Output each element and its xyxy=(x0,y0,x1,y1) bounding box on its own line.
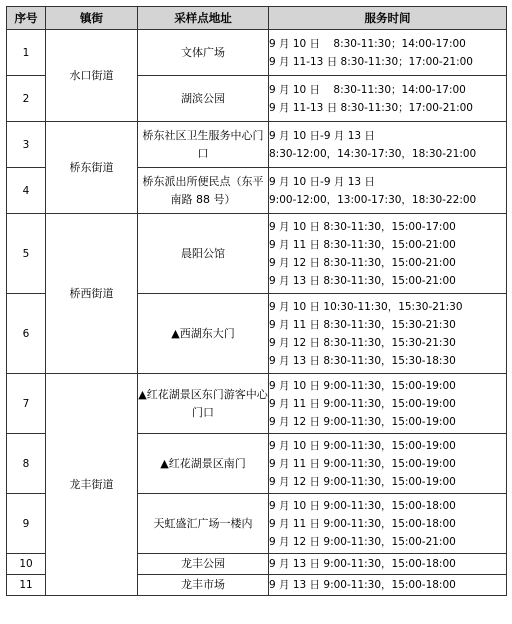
time-line: 9 月 11-13 日 8:30-11:30；17:00-21:00 xyxy=(269,55,473,68)
row-no: 4 xyxy=(7,168,46,214)
time-line: 9 月 12 日 9:00-11:30，15:00-19:00 xyxy=(269,415,456,428)
time-line: 9 月 12 日 8:30-11:30，15:30-21:30 xyxy=(269,336,456,349)
header-site: 采样点地址 xyxy=(138,7,269,30)
time-line: 9 月 10 日 8:30-11:30；14:00-17:00 xyxy=(269,83,466,96)
time-line: 9 月 13 日 9:00-11:30，15:00-18:00 xyxy=(269,579,456,591)
row-no: 7 xyxy=(7,374,46,434)
row-no: 6 xyxy=(7,294,46,374)
row-no: 2 xyxy=(7,76,46,122)
row-no: 10 xyxy=(7,554,46,575)
site-cell: ▲红花湖景区东门游客中心门口 xyxy=(138,374,269,434)
time-line: 9 月 10 日 8:30-11:30，15:00-17:00 xyxy=(269,220,456,233)
site-cell: 桥东派出所便民点（东平南路 88 号） xyxy=(138,168,269,214)
time-line: 8:30-12:00，14:30-17:30，18:30-21:00 xyxy=(269,147,477,160)
time-cell xyxy=(269,168,507,214)
time-cell xyxy=(269,76,507,122)
time-line: 9 月 13 日 8:30-11:30，15:00-21:00 xyxy=(269,274,456,287)
street-cell: 龙丰街道 xyxy=(46,374,138,596)
site-cell: 天虹盛汇广场一楼内 xyxy=(138,494,269,554)
time-line: 9 月 10 日 9:00-11:30，15:00-19:00 xyxy=(269,379,456,392)
time-cell xyxy=(269,214,507,294)
time-line: 9 月 10 日 9:00-11:30，15:00-18:00 xyxy=(269,499,456,512)
time-cell xyxy=(269,294,507,374)
time-cell xyxy=(269,122,507,168)
row-no: 5 xyxy=(7,214,46,294)
time-line: 9 月 11 日 9:00-11:30，15:00-18:00 xyxy=(269,517,456,530)
site-cell: 湖滨公园 xyxy=(138,76,269,122)
time-line: 9 月 11 日 9:00-11:30，15:00-19:00 xyxy=(269,397,456,410)
street-cell: 桥西街道 xyxy=(46,214,138,374)
site-cell: 文体广场 xyxy=(138,30,269,76)
row-no: 1 xyxy=(7,30,46,76)
time-line: 9 月 11 日 8:30-11:30，15:00-21:00 xyxy=(269,238,456,251)
time-line: 9 月 10 日 8:30-11:30；14:00-17:00 xyxy=(269,37,466,50)
header-no: 序号 xyxy=(7,7,46,30)
table-row xyxy=(7,214,507,294)
time-cell xyxy=(269,434,507,494)
time-cell xyxy=(269,30,507,76)
time-line: 9 月 11 日 9:00-11:30，15:00-19:00 xyxy=(269,457,456,470)
header-row xyxy=(7,7,507,30)
table-row xyxy=(7,30,507,76)
time-line: 9:00-12:00，13:00-17:30，18:30-22:00 xyxy=(269,193,477,206)
site-cell: 桥东社区卫生服务中心门口 xyxy=(138,122,269,168)
time-line: 9 月 10 日 9:00-11:30，15:00-19:00 xyxy=(269,439,456,452)
time-cell xyxy=(269,374,507,434)
time-line: 9 月 12 日 8:30-11:30，15:00-21:00 xyxy=(269,256,456,269)
site-cell: 龙丰市场 xyxy=(138,575,269,596)
street-cell: 桥东街道 xyxy=(46,122,138,214)
time-cell xyxy=(269,494,507,554)
row-no: 9 xyxy=(7,494,46,554)
site-cell: 龙丰公园 xyxy=(138,554,269,575)
time-line: 9 月 13 日 9:00-11:30，15:00-18:00 xyxy=(269,558,456,570)
row-no: 3 xyxy=(7,122,46,168)
street-cell: 水口街道 xyxy=(46,30,138,122)
row-no: 8 xyxy=(7,434,46,494)
row-no: 11 xyxy=(7,575,46,596)
time-line: 9 月 11 日 8:30-11:30，15:30-21:30 xyxy=(269,318,456,331)
time-cell xyxy=(269,554,507,575)
header-street: 镇街 xyxy=(46,7,138,30)
time-line: 9 月 12 日 9:00-11:30，15:00-21:00 xyxy=(269,535,456,548)
time-line: 9 月 13 日 8:30-11:30，15:30-18:30 xyxy=(269,354,456,367)
time-cell xyxy=(269,575,507,596)
site-cell: 晨阳公馆 xyxy=(138,214,269,294)
site-cell: ▲西湖东大门 xyxy=(138,294,269,374)
sampling-schedule-table xyxy=(6,6,507,596)
time-line: 9 月 10 日-9 月 13 日 xyxy=(269,175,375,188)
table-row xyxy=(7,374,507,434)
time-line: 9 月 12 日 9:00-11:30，15:00-19:00 xyxy=(269,475,456,488)
table-row xyxy=(7,122,507,168)
time-line: 9 月 11-13 日 8:30-11:30；17:00-21:00 xyxy=(269,101,473,114)
header-time: 服务时间 xyxy=(269,7,507,30)
site-cell: ▲红花湖景区南门 xyxy=(138,434,269,494)
time-line: 9 月 10 日 10:30-11:30，15:30-21:30 xyxy=(269,300,463,313)
time-line: 9 月 10 日-9 月 13 日 xyxy=(269,129,375,142)
